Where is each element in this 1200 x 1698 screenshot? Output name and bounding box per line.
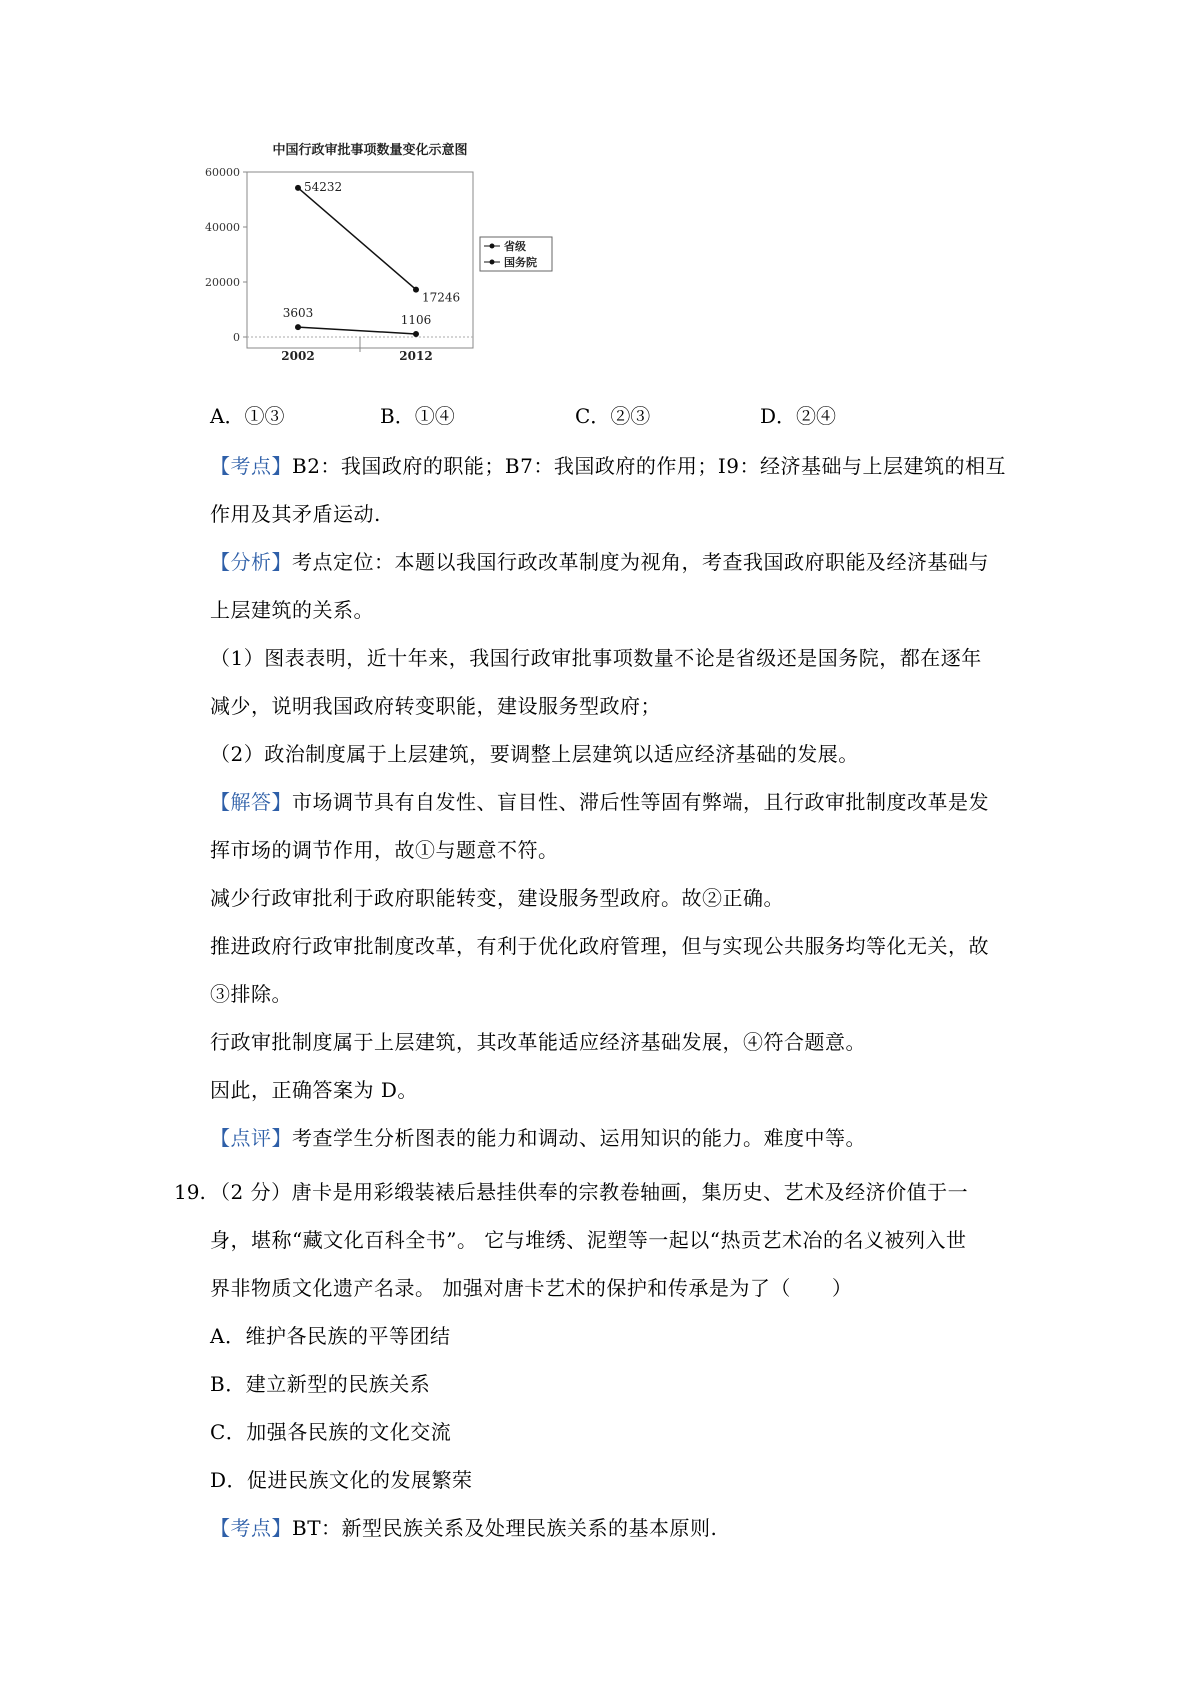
jieda-para3-line1: 推进政府行政审批制度改革，有利于优化政府管理，但与实现公共服务均等化无关，故 <box>210 934 989 958</box>
q18-option-d-letter: D． <box>760 404 797 428</box>
series-1-point-1 <box>413 331 419 337</box>
q18-option-a-letter: A． <box>210 404 245 428</box>
y-tick-label-0: 60000 <box>205 166 240 179</box>
kaodian-tag: 【考点】 <box>210 454 292 478</box>
series-1-label-0: 3603 <box>282 306 314 321</box>
kaodian-text-2: 作用及其矛盾运动. <box>210 502 381 526</box>
q18-dianping <box>210 1114 1040 1162</box>
q18-option-b-letter: B． <box>380 404 415 428</box>
series-0-label-0: 54232 <box>304 179 343 194</box>
q19-question <box>210 1168 1040 1552</box>
fenxi-tag: 【分析】 <box>210 550 292 574</box>
series-0-point-0 <box>295 185 301 191</box>
fenxi-text-2: 上层建筑的关系。 <box>210 598 374 622</box>
series-0-label-1: 17246 <box>422 290 461 305</box>
y-tick-label-2: 20000 <box>205 276 240 289</box>
series-1-point-0 <box>295 324 301 330</box>
jieda-text-1: 市场调节具有自发性、盲目性、滞后性等固有弊端，且行政审批制度改革是发 <box>292 790 989 814</box>
q18-option-a-text: ①③ <box>244 404 285 428</box>
q18-option-c[interactable] <box>575 400 650 429</box>
q19-stem-line3: 界非物质文化遗产名录。 加强对唐卡艺术的保护和传承是为了（ ） <box>210 1276 853 1300</box>
q19-kaodian-tag: 【考点】 <box>210 1516 292 1540</box>
q19-option-b[interactable]: B．建立新型的民族关系 <box>210 1372 431 1396</box>
x-tick-label-2002: 2002 <box>281 349 315 363</box>
plot-frame <box>247 172 473 348</box>
q19-option-a[interactable]: A．维护各民族的平等团结 <box>210 1324 451 1348</box>
jieda-para5: 因此，正确答案为 D。 <box>210 1078 418 1102</box>
chart-figure <box>200 140 620 400</box>
q18-option-c-letter: C． <box>575 404 611 428</box>
q19-kaodian-text: BT：新型民族关系及处理民族关系的基本原则. <box>292 1516 718 1540</box>
q18-option-d[interactable] <box>760 400 836 429</box>
y-tick-label-3: 0 <box>233 331 240 344</box>
q18-option-c-text: ②③ <box>610 404 651 428</box>
q19-kaodian <box>210 1504 1040 1552</box>
q19-stem-line1: （2 分）唐卡是用彩缎装裱后悬挂供奉的宗教卷轴画，集历史、艺术及经济价值于一 <box>210 1180 969 1204</box>
dianping-tag: 【点评】 <box>210 1126 292 1150</box>
series-line-0 <box>298 188 416 290</box>
dianping-text: 考查学生分析图表的能力和调动、运用知识的能力。难度中等。 <box>292 1126 866 1150</box>
q19-option-c[interactable]: C．加强各民族的文化交流 <box>210 1420 452 1444</box>
q18-option-b-text: ①④ <box>414 404 455 428</box>
q18-fenxi <box>210 538 1040 586</box>
legend-marker-state-council <box>490 260 495 265</box>
q18-option-d-text: ②④ <box>796 404 837 428</box>
jieda-para2: 减少行政审批利于政府职能转变，建设服务型政府。故②正确。 <box>210 886 784 910</box>
q19-option-d[interactable]: D．促进民族文化的发展繁荣 <box>210 1468 473 1492</box>
q18-kaodian <box>210 442 1040 490</box>
jieda-para4: 行政审批制度属于上层建筑，其改革能适应经济基础发展，④符合题意。 <box>210 1030 866 1054</box>
q18-option-a[interactable] <box>210 400 284 429</box>
q19-number: 19. <box>174 1180 206 1204</box>
series-1-label-1: 1106 <box>400 312 432 327</box>
q18-option-b[interactable] <box>380 400 455 429</box>
q18-options <box>210 400 1040 440</box>
kaodian-text-1: B2：我国政府的职能；B7：我国政府的作用；I9：经济基础与上层建筑的相互 <box>292 454 1006 478</box>
jieda-para3-line2: ③排除。 <box>210 982 292 1006</box>
fenxi-point1-line2: 减少，说明我国政府转变职能，建设服务型政府； <box>210 694 661 718</box>
series-0-point-1 <box>413 287 419 293</box>
y-tick-label-1: 40000 <box>205 221 240 234</box>
q18-jieda <box>210 778 1040 826</box>
q19-stem-line2: 身，堪称“藏文化百科全书”。 它与堆绣、泥塑等一起以“热贡艺术冶的名义被列入世 <box>210 1228 967 1252</box>
legend-label-provincial: 省级 <box>504 240 526 253</box>
x-tick-label-2012: 2012 <box>399 349 433 363</box>
legend-marker-provincial <box>490 244 495 249</box>
chart-legend <box>480 237 552 271</box>
legend-label-state-council: 国务院 <box>504 256 537 269</box>
fenxi-point2: （2）政治制度属于上层建筑，要调整上层建筑以适应经济基础的发展。 <box>210 742 859 766</box>
fenxi-text-1: 考点定位：本题以我国行政改革制度为视角，考查我国政府职能及经济基础与 <box>292 550 989 574</box>
q18-explanation <box>210 442 1040 1162</box>
admin-approval-chart <box>200 140 620 400</box>
jieda-text-2: 挥市场的调节作用，故①与题意不符。 <box>210 838 559 862</box>
jieda-tag: 【解答】 <box>210 790 292 814</box>
series-line-1 <box>298 327 416 334</box>
fenxi-point1-line1: （1）图表表明，近十年来，我国行政审批事项数量不论是省级还是国务院，都在逐年 <box>210 646 982 670</box>
chart-title: 中国行政审批事项数量变化示意图 <box>272 143 468 158</box>
